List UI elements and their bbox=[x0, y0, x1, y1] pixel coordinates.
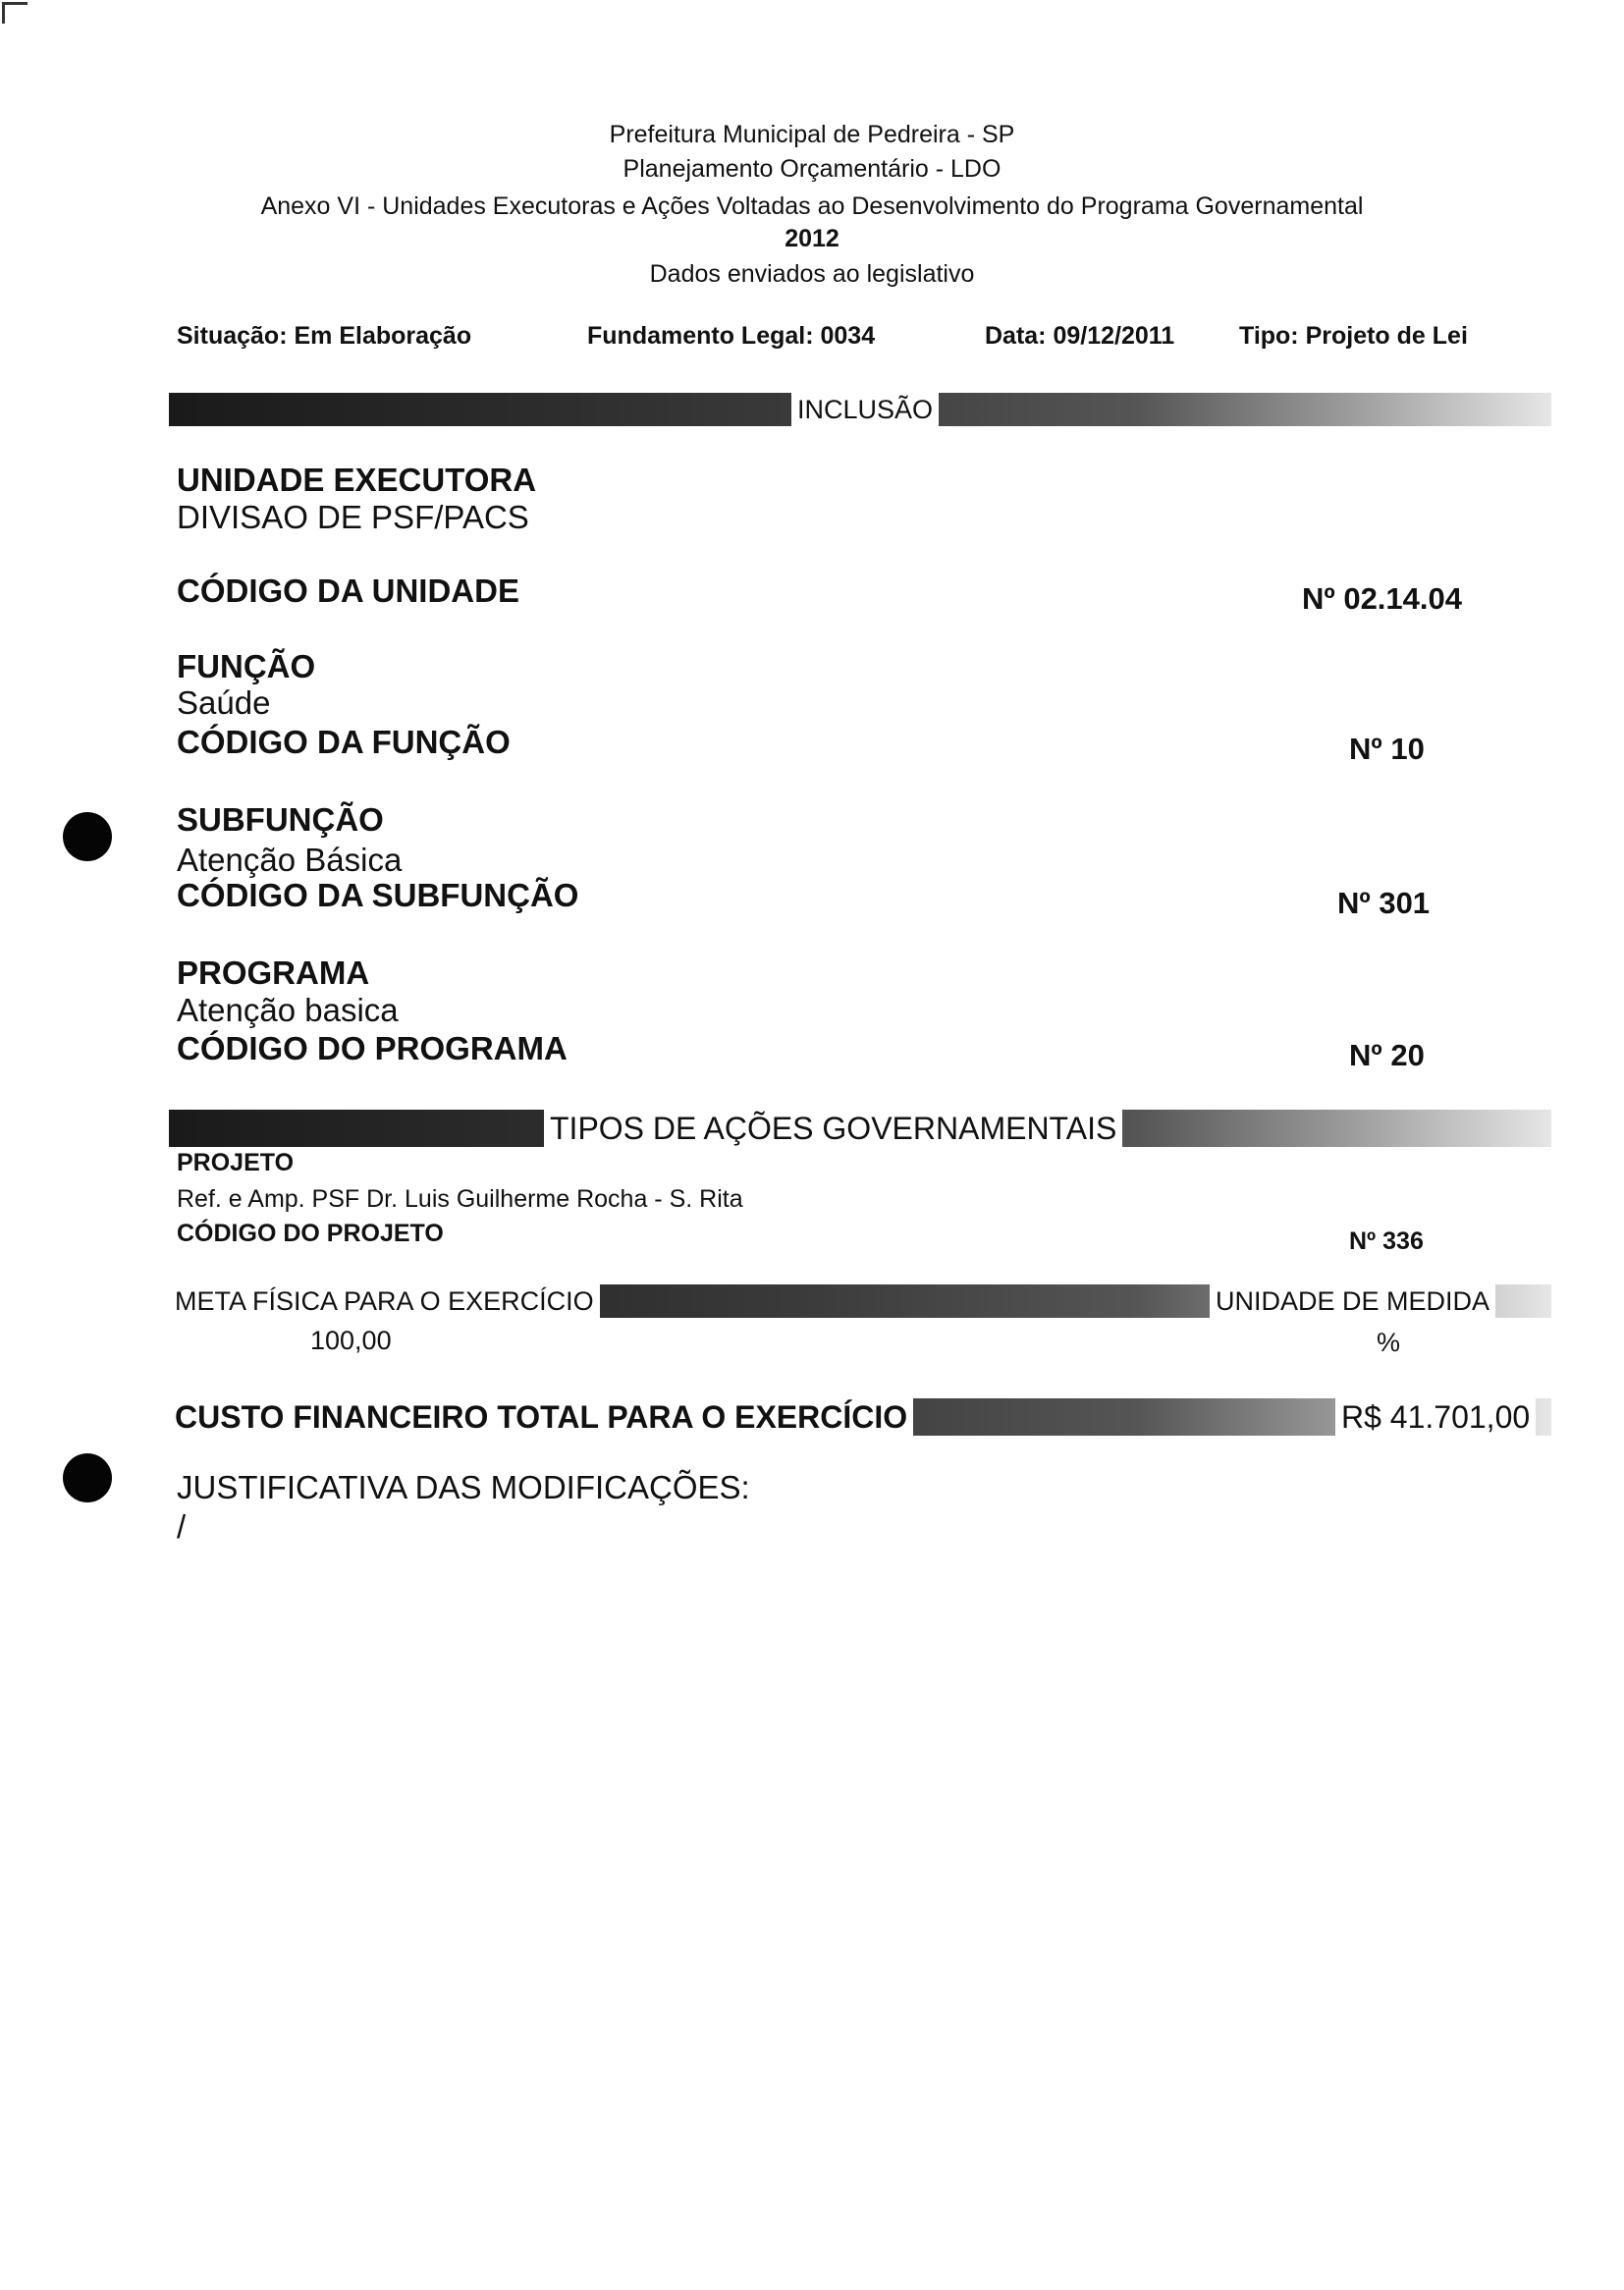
unidade-executora-label: UNIDADE EXECUTORA bbox=[177, 462, 537, 498]
section-band-tipos bbox=[169, 1110, 1551, 1147]
funcao-label: FUNÇÃO bbox=[177, 648, 316, 684]
subfuncao-value: Atenção Básica bbox=[177, 842, 403, 878]
codigo-subfuncao-label: CÓDIGO DA SUBFUNÇÃO bbox=[177, 877, 579, 913]
situacao: Situação: Em Elaboração bbox=[177, 322, 472, 350]
programa-value: Atenção basica bbox=[177, 992, 399, 1028]
scan-corner-mark bbox=[2, 2, 5, 24]
justificativa-value: / bbox=[177, 1508, 187, 1545]
funcao-value: Saúde bbox=[177, 684, 271, 721]
codigo-subfuncao-value: Nº 301 bbox=[1337, 886, 1431, 920]
custo-label: CUSTO FINANCEIRO TOTAL PARA O EXERCÍCIO bbox=[169, 1398, 913, 1436]
unidade-medida-label: UNIDADE DE MEDIDA bbox=[1210, 1284, 1495, 1318]
codigo-unidade-value: Nº 02.14.04 bbox=[1302, 581, 1462, 616]
custo-band bbox=[169, 1398, 1551, 1436]
subfuncao-label: SUBFUNÇÃO bbox=[177, 801, 384, 838]
punch-hole bbox=[63, 1453, 112, 1502]
codigo-funcao-label: CÓDIGO DA FUNÇÃO bbox=[177, 724, 511, 760]
punch-hole bbox=[63, 812, 112, 861]
codigo-projeto-label: CÓDIGO DO PROJETO bbox=[177, 1220, 444, 1247]
codigo-funcao-value: Nº 10 bbox=[1349, 732, 1425, 766]
fundamento-legal: Fundamento Legal: 0034 bbox=[587, 322, 876, 350]
tipo: Tipo: Projeto de Lei bbox=[1239, 322, 1468, 350]
header-line-5: Dados enviados ao legislativo bbox=[649, 260, 975, 288]
projeto-label: PROJETO bbox=[177, 1149, 295, 1176]
band-label-inclusao: INCLUSÃO bbox=[791, 393, 939, 426]
header-line-3: Anexo VI - Unidades Executoras e Ações Voltadas ao Desenvolvimento do Programa Governamental bbox=[260, 192, 1364, 220]
data: Data: 09/12/2011 bbox=[985, 322, 1175, 350]
band-label-tipos: TIPOS DE AÇÕES GOVERNAMENTAIS bbox=[544, 1110, 1122, 1147]
codigo-programa-value: Nº 20 bbox=[1349, 1038, 1425, 1072]
meta-fisica-band bbox=[169, 1284, 1551, 1318]
meta-fisica-value: 100,00 bbox=[310, 1326, 392, 1355]
projeto-value: Ref. e Amp. PSF Dr. Luis Guilherme Rocha - S. Rita bbox=[177, 1185, 743, 1213]
unidade-executora-value: DIVISAO DE PSF/PACS bbox=[177, 499, 529, 535]
scan-corner-mark bbox=[2, 2, 27, 5]
programa-label: PROGRAMA bbox=[177, 954, 370, 991]
header-line-1: Prefeitura Municipal de Pedreira - SP bbox=[609, 121, 1015, 148]
codigo-unidade-label: CÓDIGO DA UNIDADE bbox=[177, 572, 519, 609]
header-year: 2012 bbox=[785, 225, 839, 252]
unidade-medida-value: % bbox=[1377, 1328, 1401, 1357]
section-band-inclusao bbox=[169, 393, 1551, 426]
codigo-programa-label: CÓDIGO DO PROGRAMA bbox=[177, 1030, 568, 1066]
custo-value: R$ 41.701,00 bbox=[1335, 1398, 1536, 1436]
meta-fisica-label: META FÍSICA PARA O EXERCÍCIO bbox=[169, 1284, 600, 1318]
codigo-projeto-value: Nº 336 bbox=[1349, 1227, 1424, 1255]
header-line-2: Planejamento Orçamentário - LDO bbox=[623, 155, 1001, 183]
justificativa-label: JUSTIFICATIVA DAS MODIFICAÇÕES: bbox=[177, 1469, 750, 1505]
